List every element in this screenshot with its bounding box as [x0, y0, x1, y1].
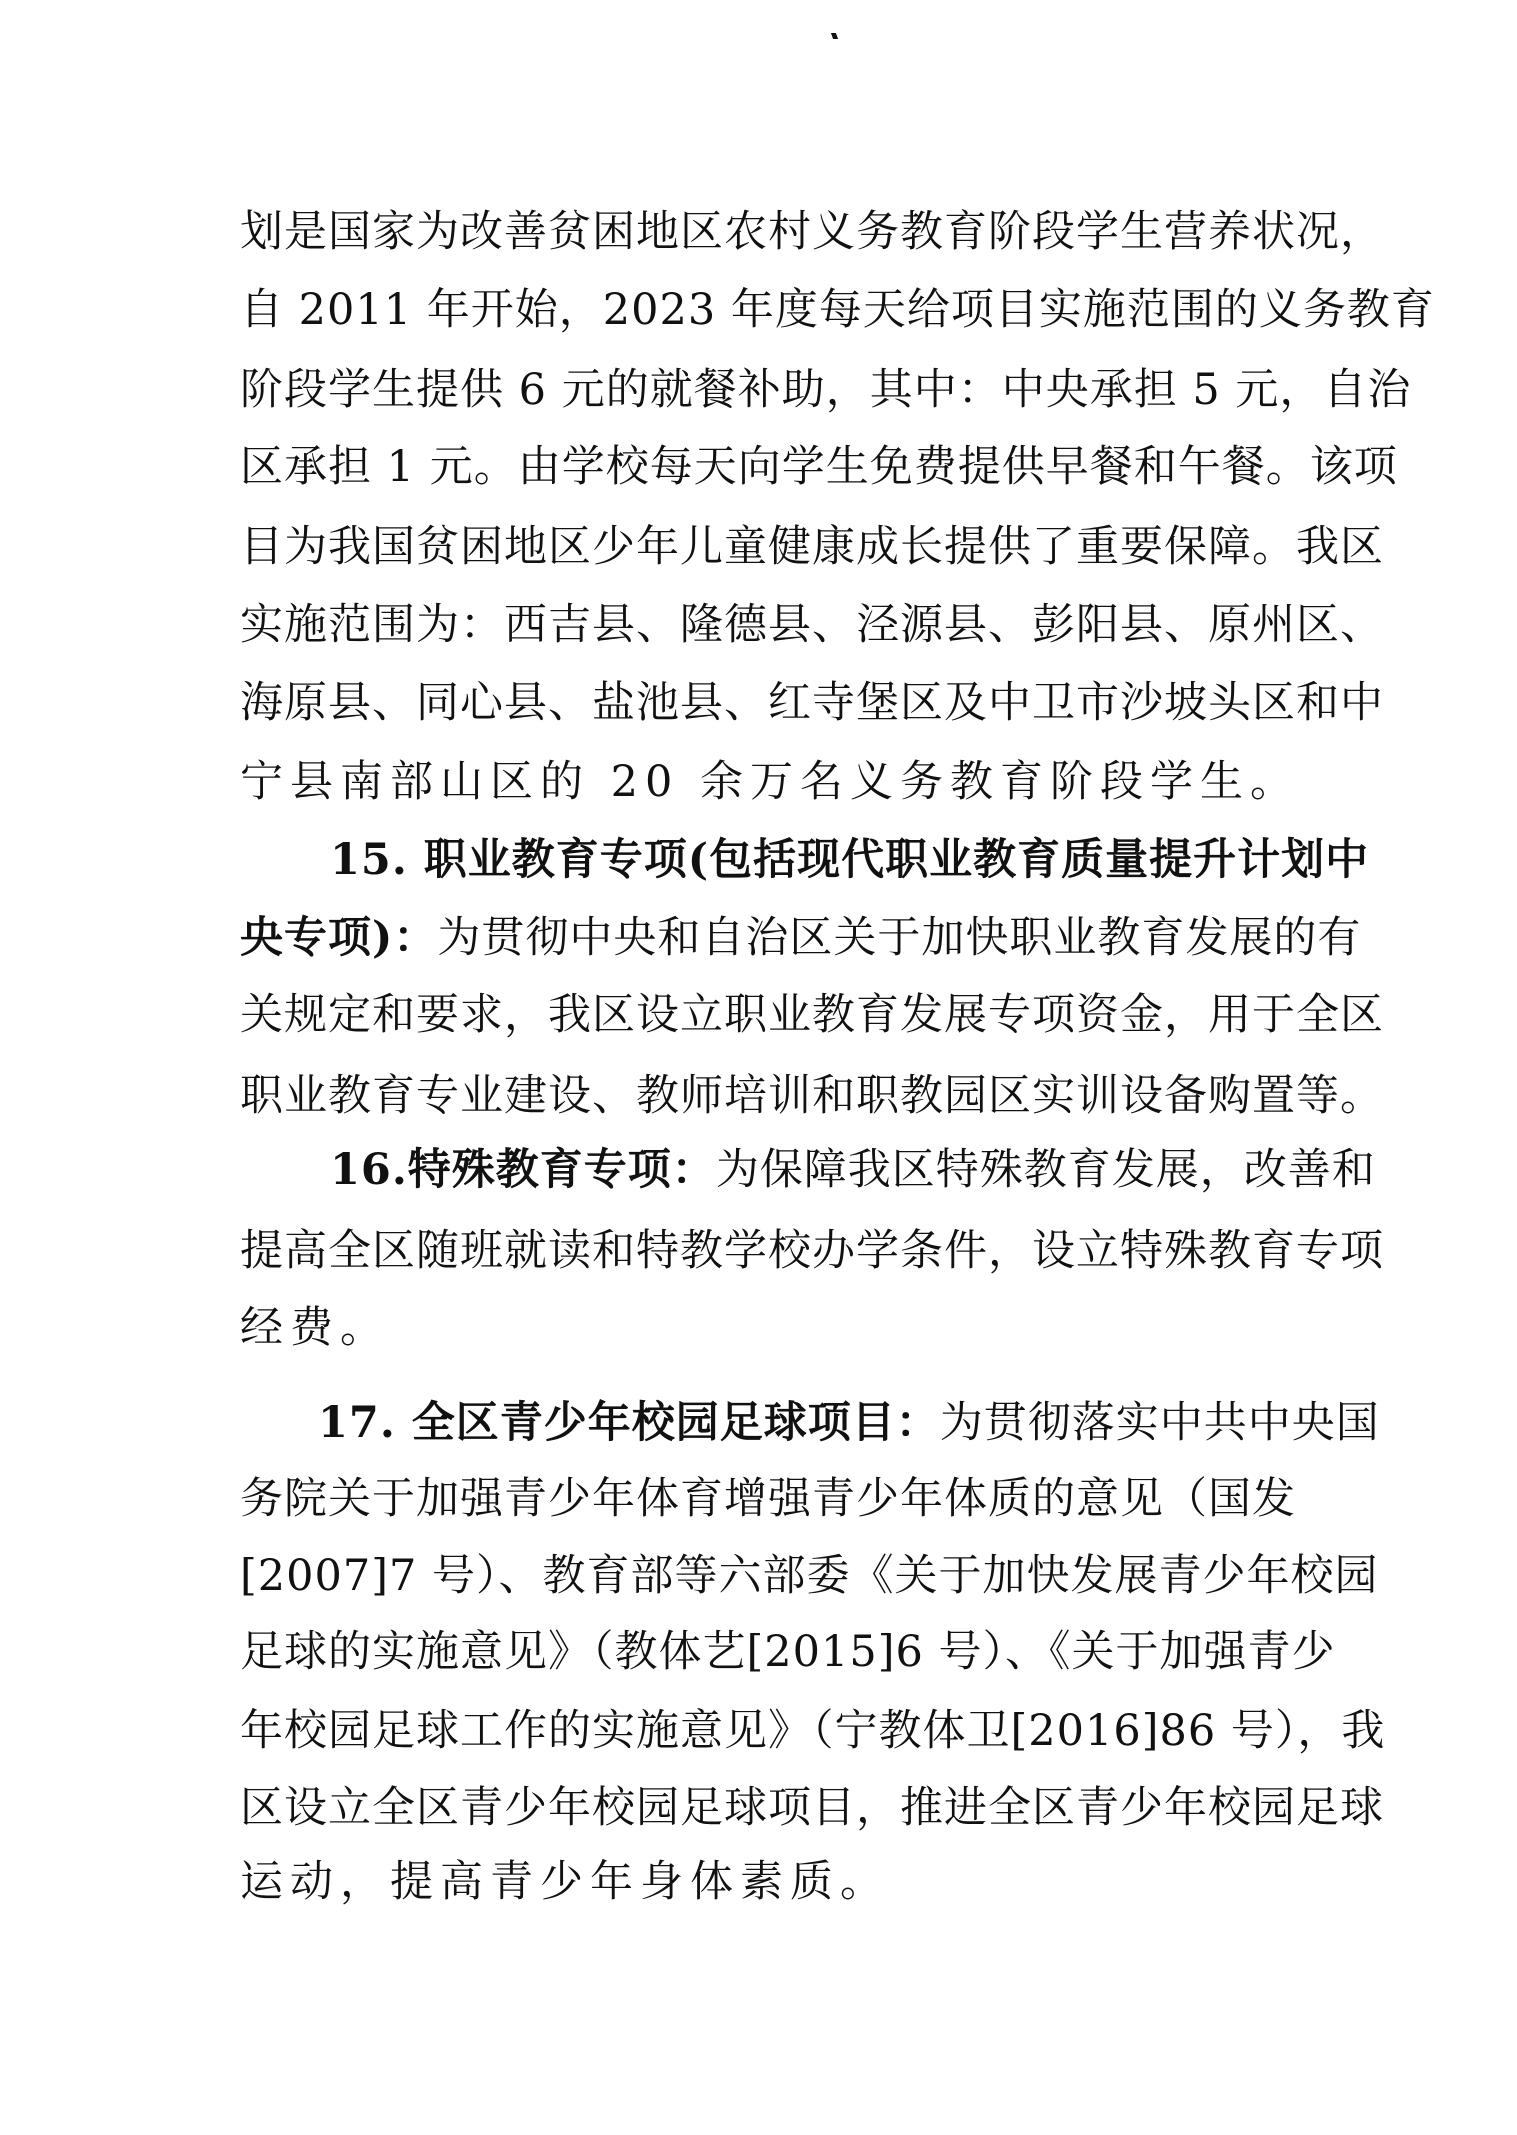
- text-line: 经费。: [240, 1303, 390, 1353]
- text-line: 宁县南部山区的 20 余万名义务教育阶段学生。: [240, 757, 1301, 807]
- text-line: [240, 908, 1362, 968]
- section-heading-17: 17. 全区青少年校园足球项目：: [318, 1398, 940, 1448]
- text-line: 务院关于加强青少年体育增强青少年体质的意见（国发: [240, 1474, 1296, 1524]
- text-line: [2007]7 号）、教育部等六部委《关于加快发展青少年校园: [240, 1551, 1379, 1601]
- text-line: 运动，提高青少年身体素质。: [240, 1857, 890, 1907]
- scan-speck-mark: [831, 33, 838, 39]
- text-line: 目为我国贫困地区少年儿童健康成长提供了重要保障。我区: [240, 522, 1384, 572]
- text-line: 区承担 1 元。由学校每天向学生免费提供早餐和午餐。该项: [240, 442, 1398, 492]
- text-line: 年校园足球工作的实施意见》（宁教体卫[2016]86 号），我: [240, 1706, 1386, 1756]
- text-span: 为贯彻落实中共中央国: [939, 1398, 1380, 1448]
- text-line: 海原县、同心县、盐池县、红寺堡区及中卫市沙坡头区和中: [240, 678, 1384, 728]
- text-line: [330, 1140, 1376, 1200]
- text-span: 为保障我区特殊教育发展，改善和: [715, 1145, 1376, 1195]
- text-line: [318, 1393, 1380, 1453]
- text-span: 为贯彻中央和自治区关于加快职业教育发展的有: [437, 913, 1362, 963]
- section-heading-15-cont: 央专项)：: [240, 913, 438, 963]
- text-line: 关规定和要求，我区设立职业教育发展专项资金，用于全区: [240, 990, 1384, 1040]
- text-line: 足球的实施意见》（教体艺[2015]6 号）、《关于加强青少: [240, 1627, 1336, 1677]
- section-heading-16: 16.特殊教育专项：: [330, 1145, 716, 1195]
- text-line: 提高全区随班就读和特教学校办学条件，设立特殊教育专项: [240, 1226, 1384, 1276]
- section-heading-15: 15. 职业教育专项(包括现代职业教育质量提升计划中: [330, 835, 1370, 885]
- text-line: 区设立全区青少年校园足球项目，推进全区青少年校园足球: [240, 1783, 1384, 1833]
- text-line: 自 2011 年开始，2023 年度每天给项目实施范围的义务教育: [240, 285, 1435, 335]
- text-line: 阶段学生提供 6 元的就餐补助，其中：中央承担 5 元，自治: [240, 365, 1412, 415]
- text-line: 实施范围为：西吉县、隆德县、泾源县、彭阳县、原州区、: [240, 600, 1384, 650]
- text-line: 划是国家为改善贫困地区农村义务教育阶段学生营养状况，: [240, 207, 1384, 257]
- text-line: 职业教育专业建设、教师培训和职教园区实训设备购置等。: [240, 1071, 1384, 1121]
